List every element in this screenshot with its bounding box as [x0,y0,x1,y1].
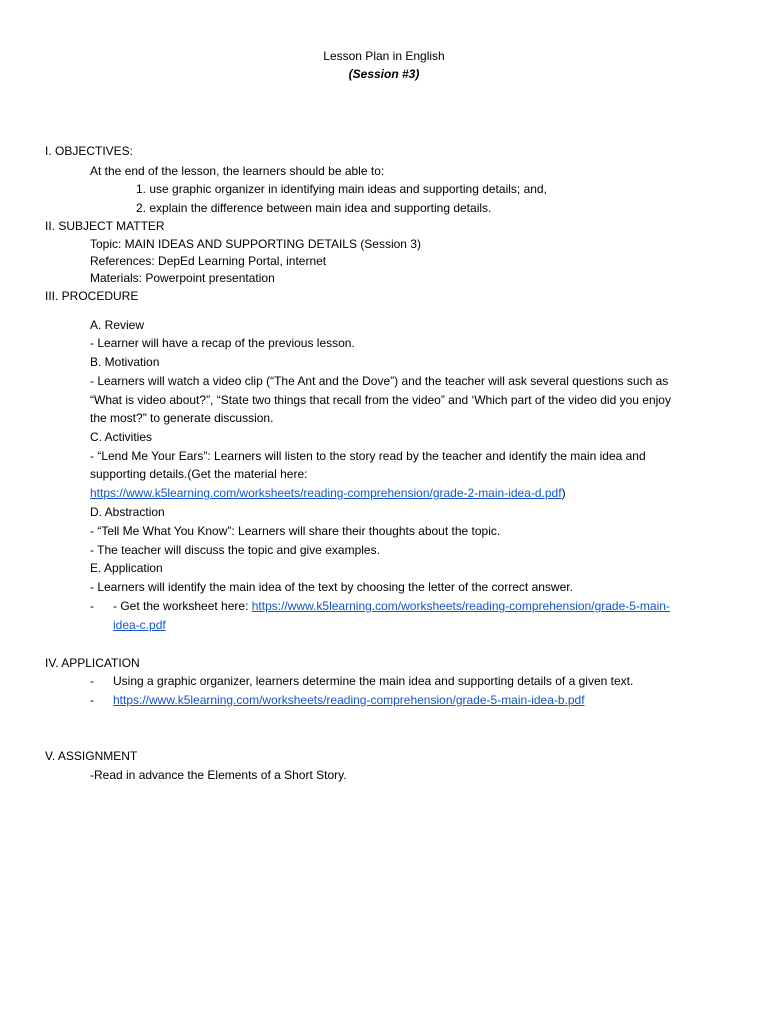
objectives-heading: I. OBJECTIVES: [45,144,134,158]
abstraction-line-2: - The teacher will discuss the topic and give examples. [90,543,380,557]
activities-worksheet-link[interactable]: https://www.k5learning.com/worksheets/reading-comprehension/grade-2-main-idea-d.pdf [90,486,562,500]
application-section-bullet-1: - [90,674,94,688]
subject-materials: Materials: Powerpoint presentation [90,271,275,285]
application-label: E. Application [90,561,163,575]
activities-link-suffix: ) [561,486,566,500]
application-section-bullet-2: - [90,693,94,707]
page-subtitle: (Session #3) [348,67,420,81]
subject-topic: Topic: MAIN IDEAS AND SUPPORTING DETAILS (Session 3) [90,237,421,251]
page-title: Lesson Plan in English [323,49,445,63]
application-bullet: - [90,599,94,613]
application-section-link-line [113,693,585,707]
objectives-intro: At the end of the lesson, the learners should be able to: [90,164,385,178]
procedure-heading: III. PROCEDURE [45,289,139,303]
abstraction-line-1: - “Tell Me What You Know”: Learners will share their thoughts about the topic. [90,524,501,538]
application-worksheet-prefix: - Get the worksheet here: [113,599,252,613]
subject-matter-heading: II. SUBJECT MATTER [45,219,165,233]
review-text: - Learner will have a recap of the previous lesson. [90,336,355,350]
application-section-heading: IV. APPLICATION [45,656,140,670]
application-section-link[interactable]: https://www.k5learning.com/worksheets/reading-comprehension/grade-5-main-idea-b.pdf [113,693,585,707]
application-worksheet-line-2 [113,618,166,632]
application-text: - Learners will identify the main idea of the text by choosing the letter of the correct answer. [90,580,573,594]
review-label: A. Review [90,318,145,332]
application-section-item: Using a graphic organizer, learners determine the main idea and supporting details of a given text. [113,674,634,688]
application-worksheet-link-cont[interactable]: idea-c.pdf [113,618,166,632]
application-worksheet-link[interactable]: https://www.k5learning.com/worksheets/reading-comprehension/grade-5-main- [251,599,670,613]
activities-line-2: supporting details.(Get the material here: [90,467,308,481]
activities-line-1: - “Lend Me Your Ears”: Learners will listen to the story read by the teacher and identify the main idea and [90,449,646,463]
application-worksheet-line [113,599,670,613]
objective-item-2: 2. explain the difference between main idea and supporting details. [136,201,492,215]
activities-link-line [90,486,566,500]
motivation-line-1: - Learners will watch a video clip (“The Ant and the Dove”) and the teacher will ask several questions such as [90,374,669,388]
activities-label: C. Activities [90,430,153,444]
abstraction-label: D. Abstraction [90,505,165,519]
motivation-label: B. Motivation [90,355,160,369]
assignment-text: -Read in advance the Elements of a Short Story. [90,768,347,782]
motivation-line-2: “What is video about?”, “State two things that recall from the video” and ‘Which part of the video did you enjoy [90,393,671,407]
motivation-line-3: the most?” to generate discussion. [90,411,274,425]
assignment-heading: V. ASSIGNMENT [45,749,138,763]
subject-references: References: DepEd Learning Portal, internet [90,254,327,268]
objective-item-1: 1. use graphic organizer in identifying main ideas and supporting details; and, [136,182,547,196]
